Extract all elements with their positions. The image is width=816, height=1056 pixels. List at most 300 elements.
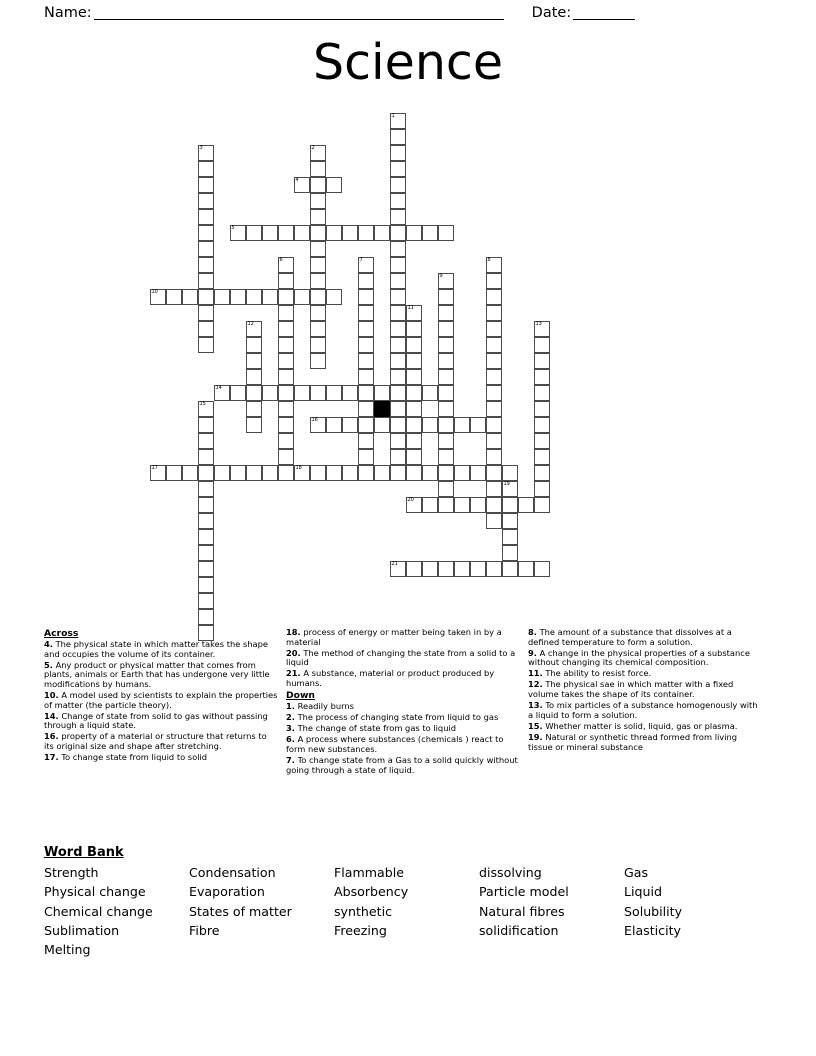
grid-cell[interactable]: [390, 113, 406, 129]
grid-cell[interactable]: [390, 177, 406, 193]
grid-cell-number: 13: [535, 320, 542, 327]
grid-cell[interactable]: [150, 289, 166, 305]
grid-cell[interactable]: [198, 209, 214, 225]
grid-cell[interactable]: [438, 497, 454, 513]
clue-number: 14.: [44, 710, 59, 721]
grid-cell[interactable]: [534, 465, 550, 481]
grid-cell[interactable]: [214, 465, 230, 481]
grid-cell[interactable]: [438, 449, 454, 465]
grid-cell[interactable]: [198, 545, 214, 561]
grid-cell[interactable]: [182, 465, 198, 481]
grid-cell[interactable]: [198, 289, 214, 305]
grid-cell[interactable]: [278, 417, 294, 433]
clue-number: 15.: [528, 720, 543, 731]
grid-cell[interactable]: [406, 353, 422, 369]
grid-cell[interactable]: [310, 321, 326, 337]
grid-cell[interactable]: [198, 177, 214, 193]
clue-text: The method of changing the state from a solid to a liquid: [286, 647, 516, 668]
grid-cell[interactable]: [198, 481, 214, 497]
clue-text: Change of state from solid to gas without passing through a liquid state.: [44, 710, 268, 731]
grid-cell-number: 5: [231, 224, 235, 231]
grid-cell[interactable]: [374, 417, 390, 433]
grid-cell[interactable]: [534, 401, 550, 417]
grid-cell[interactable]: [534, 433, 550, 449]
clue-item: [528, 628, 762, 647]
grid-cell[interactable]: [534, 321, 550, 337]
grid-cell[interactable]: [406, 465, 422, 481]
word-bank-item[interactable]: Fibre: [189, 922, 220, 938]
grid-cell[interactable]: [342, 417, 358, 433]
grid-cell[interactable]: [470, 417, 486, 433]
clue-text: A process where substances (chemicals ) react to form new substances.: [286, 734, 504, 754]
grid-cell[interactable]: [454, 497, 470, 513]
clue-item: [286, 702, 520, 712]
grid-cell[interactable]: [454, 465, 470, 481]
grid-cell[interactable]: [406, 561, 422, 577]
grid-cell[interactable]: [246, 369, 262, 385]
word-bank-item[interactable]: Sublimation: [44, 922, 120, 938]
grid-cell[interactable]: [182, 289, 198, 305]
grid-cell[interactable]: [278, 273, 294, 289]
grid-cell[interactable]: [198, 321, 214, 337]
grid-cell[interactable]: [262, 385, 278, 401]
grid-cell[interactable]: [150, 465, 166, 481]
grid-cell[interactable]: [246, 289, 262, 305]
word-bank-item[interactable]: Melting: [44, 942, 91, 958]
grid-cell[interactable]: [198, 257, 214, 273]
grid-cell[interactable]: [246, 353, 262, 369]
grid-cell[interactable]: [502, 465, 518, 481]
grid-cell-number: 18: [295, 464, 302, 471]
grid-cell[interactable]: [326, 225, 342, 241]
grid-cell[interactable]: [358, 401, 374, 417]
word-bank-item[interactable]: States of matter: [189, 903, 292, 919]
grid-cell[interactable]: [358, 353, 374, 369]
grid-cell[interactable]: [518, 497, 534, 513]
grid-cell[interactable]: [278, 289, 294, 305]
grid-cell[interactable]: [326, 465, 342, 481]
grid-cell[interactable]: [358, 369, 374, 385]
grid-cell[interactable]: [390, 257, 406, 273]
word-bank-item[interactable]: Liquid: [624, 884, 662, 900]
grid-cell[interactable]: [438, 465, 454, 481]
grid-cell[interactable]: [534, 417, 550, 433]
grid-cell[interactable]: [406, 497, 422, 513]
grid-cell[interactable]: [326, 289, 342, 305]
grid-cell[interactable]: [534, 497, 550, 513]
grid-cell[interactable]: [502, 481, 518, 497]
grid-cell[interactable]: [214, 289, 230, 305]
grid-cell[interactable]: [310, 305, 326, 321]
grid-cell[interactable]: [278, 321, 294, 337]
clue-item: [44, 753, 278, 763]
grid-cell[interactable]: [358, 289, 374, 305]
clue-text: A change in the physical properties of a substance without changing its chemical composition.: [528, 647, 750, 668]
grid-cell[interactable]: [198, 497, 214, 513]
grid-cell[interactable]: [198, 337, 214, 353]
word-bank-item[interactable]: synthetic: [334, 903, 393, 919]
clue-text: The amount of a substance that dissolves at a defined temperature to form a solution.: [528, 627, 732, 647]
grid-cell[interactable]: [246, 225, 262, 241]
clue-number: 5.: [44, 659, 53, 670]
grid-cell[interactable]: [486, 497, 502, 513]
grid-cell[interactable]: [246, 385, 262, 401]
grid-cell[interactable]: [310, 241, 326, 257]
grid-cell[interactable]: [422, 497, 438, 513]
grid-cell[interactable]: [166, 289, 182, 305]
grid-cell[interactable]: [486, 273, 502, 289]
grid-cell[interactable]: [406, 385, 422, 401]
grid-cell[interactable]: [390, 337, 406, 353]
clue-item: [286, 735, 520, 754]
clue-text: To change state from a Gas to a solid quickly without going through a state of liquid.: [286, 755, 518, 775]
grid-cell[interactable]: [198, 417, 214, 433]
grid-cell[interactable]: [374, 385, 390, 401]
clue-text: Any product or physical matter that comes from plants, animals or Earth that has undergone very little modifications by humans.: [44, 659, 270, 689]
grid-cell[interactable]: [246, 401, 262, 417]
grid-cell[interactable]: [438, 561, 454, 577]
grid-cell[interactable]: [198, 273, 214, 289]
grid-cell[interactable]: [198, 513, 214, 529]
grid-cell[interactable]: [390, 353, 406, 369]
word-bank-item[interactable]: Physical change: [44, 884, 146, 900]
grid-cell[interactable]: [502, 529, 518, 545]
grid-cell[interactable]: [486, 321, 502, 337]
grid-cell[interactable]: [390, 433, 406, 449]
grid-cell[interactable]: [390, 321, 406, 337]
grid-cell[interactable]: [534, 561, 550, 577]
clue-number: 11.: [528, 668, 543, 679]
clue-item: [44, 640, 278, 659]
grid-cell[interactable]: [486, 513, 502, 529]
grid-cell[interactable]: [406, 433, 422, 449]
word-bank-item[interactable]: solidification: [479, 922, 559, 938]
grid-cell[interactable]: [358, 225, 374, 241]
grid-cell[interactable]: [486, 433, 502, 449]
grid-cell[interactable]: [310, 465, 326, 481]
grid-cell[interactable]: [438, 401, 454, 417]
grid-cell[interactable]: [438, 369, 454, 385]
word-bank-item[interactable]: Absorbency: [334, 884, 409, 900]
grid-block-cell: [374, 401, 390, 417]
grid-cell[interactable]: [390, 305, 406, 321]
grid-cell-number: 16: [311, 416, 318, 423]
grid-cell[interactable]: [278, 433, 294, 449]
grid-cell[interactable]: [198, 593, 214, 609]
grid-cell[interactable]: [246, 321, 262, 337]
grid-cell[interactable]: [518, 561, 534, 577]
grid-cell[interactable]: [438, 225, 454, 241]
grid-cell[interactable]: [422, 225, 438, 241]
grid-cell[interactable]: [198, 529, 214, 545]
grid-cell[interactable]: [534, 449, 550, 465]
grid-cell[interactable]: [310, 257, 326, 273]
grid-cell[interactable]: [198, 305, 214, 321]
grid-cell[interactable]: [326, 177, 342, 193]
grid-cell[interactable]: [310, 145, 326, 161]
grid-cell[interactable]: [470, 561, 486, 577]
grid-cell[interactable]: [358, 337, 374, 353]
grid-cell[interactable]: [486, 401, 502, 417]
grid-cell[interactable]: [390, 145, 406, 161]
grid-cell[interactable]: [486, 257, 502, 273]
clue-text: To change state from liquid to solid: [58, 752, 208, 763]
clue-number: 7.: [286, 755, 295, 766]
grid-cell[interactable]: [358, 465, 374, 481]
grid-cell[interactable]: [438, 353, 454, 369]
grid-cell[interactable]: [486, 353, 502, 369]
grid-cell-number: 14: [215, 384, 222, 391]
grid-cell[interactable]: [406, 417, 422, 433]
clue-number: 2.: [286, 712, 295, 723]
grid-cell[interactable]: [486, 417, 502, 433]
grid-cell[interactable]: [310, 273, 326, 289]
grid-cell[interactable]: [486, 561, 502, 577]
grid-cell[interactable]: [486, 369, 502, 385]
grid-cell[interactable]: [230, 289, 246, 305]
clue-text: property of a material or structure that returns to its original size and shape after stretching.: [44, 731, 267, 751]
grid-cell[interactable]: [262, 465, 278, 481]
grid-cell[interactable]: [214, 385, 230, 401]
grid-cell[interactable]: [390, 369, 406, 385]
grid-cell[interactable]: [438, 481, 454, 497]
grid-cell[interactable]: [358, 321, 374, 337]
grid-cell[interactable]: [198, 609, 214, 625]
grid-cell[interactable]: [454, 417, 470, 433]
grid-cell-number: 8: [487, 256, 491, 263]
grid-cell[interactable]: [470, 497, 486, 513]
grid-cell[interactable]: [390, 417, 406, 433]
grid-cell[interactable]: [198, 465, 214, 481]
grid-cell[interactable]: [358, 417, 374, 433]
grid-cell[interactable]: [390, 241, 406, 257]
grid-cell[interactable]: [502, 497, 518, 513]
grid-cell[interactable]: [534, 385, 550, 401]
grid-cell[interactable]: [278, 305, 294, 321]
grid-cell[interactable]: [358, 305, 374, 321]
clue-text: To mix particles of a substance homogenously with a liquid to form a solution.: [528, 700, 758, 720]
grid-cell[interactable]: [486, 305, 502, 321]
grid-cell[interactable]: [390, 209, 406, 225]
grid-cell[interactable]: [406, 225, 422, 241]
grid-cell[interactable]: [390, 225, 406, 241]
grid-cell[interactable]: [294, 385, 310, 401]
grid-cell[interactable]: [486, 449, 502, 465]
clue-item: [44, 661, 278, 690]
grid-cell[interactable]: [198, 193, 214, 209]
word-bank-item[interactable]: Natural fibres: [479, 903, 565, 919]
word-bank-item[interactable]: Evaporation: [189, 884, 265, 900]
word-bank-item[interactable]: Freezing: [334, 922, 387, 938]
clue-item: [286, 649, 520, 668]
word-bank-item[interactable]: Condensation: [189, 865, 276, 880]
grid-cell[interactable]: [358, 385, 374, 401]
clue-item: [44, 712, 278, 731]
grid-cell[interactable]: [438, 289, 454, 305]
grid-cell[interactable]: [294, 177, 310, 193]
grid-cell[interactable]: [486, 465, 502, 481]
grid-cell[interactable]: [342, 385, 358, 401]
grid-cell[interactable]: [294, 289, 310, 305]
grid-cell[interactable]: [390, 401, 406, 417]
clue-item: [44, 691, 278, 710]
grid-cell[interactable]: [406, 337, 422, 353]
word-bank-item[interactable]: Solubility: [624, 903, 683, 919]
grid-cell[interactable]: [422, 385, 438, 401]
grid-cell[interactable]: [230, 465, 246, 481]
grid-cell[interactable]: [198, 449, 214, 465]
grid-cell[interactable]: [246, 337, 262, 353]
grid-cell[interactable]: [230, 225, 246, 241]
grid-cell[interactable]: [374, 225, 390, 241]
grid-cell[interactable]: [534, 369, 550, 385]
grid-cell[interactable]: [278, 225, 294, 241]
grid-cell[interactable]: [390, 561, 406, 577]
grid-cell[interactable]: [534, 481, 550, 497]
grid-cell[interactable]: [198, 433, 214, 449]
grid-cell[interactable]: [470, 465, 486, 481]
grid-cell[interactable]: [198, 561, 214, 577]
grid-cell[interactable]: [278, 449, 294, 465]
grid-cell[interactable]: [310, 161, 326, 177]
clue-item: [286, 713, 520, 723]
grid-cell[interactable]: [422, 417, 438, 433]
grid-cell[interactable]: [198, 161, 214, 177]
grid-cell[interactable]: [198, 401, 214, 417]
grid-cell[interactable]: [198, 225, 214, 241]
grid-cell[interactable]: [278, 353, 294, 369]
grid-cell[interactable]: [406, 401, 422, 417]
word-bank-title: Word Bank: [44, 845, 124, 860]
grid-cell[interactable]: [278, 257, 294, 273]
word-bank-column: [44, 863, 189, 959]
grid-cell[interactable]: [486, 481, 502, 497]
grid-cell[interactable]: [198, 241, 214, 257]
grid-cell[interactable]: [374, 465, 390, 481]
grid-cell[interactable]: [486, 337, 502, 353]
grid-cell[interactable]: [342, 225, 358, 241]
grid-cell[interactable]: [246, 417, 262, 433]
clue-column-1: [44, 628, 286, 777]
grid-cell[interactable]: [534, 353, 550, 369]
grid-cell[interactable]: [358, 433, 374, 449]
grid-cell[interactable]: [310, 337, 326, 353]
grid-cell[interactable]: [310, 417, 326, 433]
grid-cell[interactable]: [262, 225, 278, 241]
word-bank-item[interactable]: dissolving: [479, 865, 542, 880]
grid-cell[interactable]: [422, 465, 438, 481]
grid-cell[interactable]: [438, 321, 454, 337]
grid-cell[interactable]: [358, 257, 374, 273]
word-bank-item[interactable]: Particle model: [479, 884, 569, 900]
grid-cell-number: 19: [503, 480, 510, 487]
word-bank-item[interactable]: Flammable: [334, 865, 404, 880]
word-bank-column: [479, 863, 624, 959]
grid-cell[interactable]: [502, 561, 518, 577]
page-title: Science: [313, 34, 503, 91]
grid-cell[interactable]: [310, 225, 326, 241]
grid-cell[interactable]: [502, 513, 518, 529]
clue-item: [528, 680, 762, 699]
grid-cell[interactable]: [246, 465, 262, 481]
grid-cell[interactable]: [278, 465, 294, 481]
grid-cell[interactable]: [310, 209, 326, 225]
grid-cell[interactable]: [406, 305, 422, 321]
clue-number: 12.: [528, 679, 543, 690]
grid-cell[interactable]: [166, 465, 182, 481]
word-bank-column: [334, 863, 479, 959]
grid-cell[interactable]: [230, 385, 246, 401]
grid-cell[interactable]: [438, 433, 454, 449]
clue-item: [528, 701, 762, 720]
grid-cell[interactable]: [438, 417, 454, 433]
grid-cell[interactable]: [486, 289, 502, 305]
grid-cell[interactable]: [326, 417, 342, 433]
clue-number: 4.: [44, 639, 53, 649]
grid-cell[interactable]: [438, 273, 454, 289]
grid-cell[interactable]: [438, 337, 454, 353]
grid-cell[interactable]: [278, 337, 294, 353]
grid-cell[interactable]: [358, 449, 374, 465]
clue-number: 1.: [286, 701, 295, 712]
grid-cell[interactable]: [278, 385, 294, 401]
grid-cell[interactable]: [294, 465, 310, 481]
grid-cell[interactable]: [390, 193, 406, 209]
clue-number: 10.: [44, 689, 59, 700]
grid-cell[interactable]: [326, 385, 342, 401]
grid-cell[interactable]: [310, 193, 326, 209]
grid-cell[interactable]: [406, 449, 422, 465]
clue-text: Readily burns: [294, 701, 354, 712]
word-bank-item[interactable]: Chemical change: [44, 903, 153, 919]
grid-cell[interactable]: [390, 449, 406, 465]
grid-cell[interactable]: [310, 177, 326, 193]
grid-cell[interactable]: [390, 289, 406, 305]
grid-cell[interactable]: [278, 401, 294, 417]
grid-cell[interactable]: [454, 561, 470, 577]
grid-cell[interactable]: [342, 465, 358, 481]
word-bank-item[interactable]: Elasticity: [624, 922, 681, 938]
grid-cell[interactable]: [438, 385, 454, 401]
grid-cell[interactable]: [262, 289, 278, 305]
grid-cell[interactable]: [534, 337, 550, 353]
grid-cell[interactable]: [486, 385, 502, 401]
grid-cell[interactable]: [438, 305, 454, 321]
grid-cell[interactable]: [390, 161, 406, 177]
grid-cell[interactable]: [390, 465, 406, 481]
grid-cell[interactable]: [390, 129, 406, 145]
grid-cell[interactable]: [390, 385, 406, 401]
grid-cell[interactable]: [358, 273, 374, 289]
grid-cell[interactable]: [502, 545, 518, 561]
grid-cell[interactable]: [390, 273, 406, 289]
grid-cell[interactable]: [198, 145, 214, 161]
grid-cell-number: 7: [359, 256, 363, 263]
grid-cell[interactable]: [278, 369, 294, 385]
grid-cell[interactable]: [310, 289, 326, 305]
grid-cell[interactable]: [294, 225, 310, 241]
grid-cell[interactable]: [406, 369, 422, 385]
grid-cell[interactable]: [310, 353, 326, 369]
word-bank-item[interactable]: Gas: [624, 865, 649, 880]
grid-cell[interactable]: [406, 321, 422, 337]
date-label: Date:: [531, 5, 572, 21]
grid-cell[interactable]: [310, 385, 326, 401]
word-bank-item[interactable]: Strength: [44, 865, 99, 880]
grid-cell[interactable]: [198, 577, 214, 593]
grid-cell[interactable]: [422, 561, 438, 577]
clues-section: [44, 628, 772, 777]
